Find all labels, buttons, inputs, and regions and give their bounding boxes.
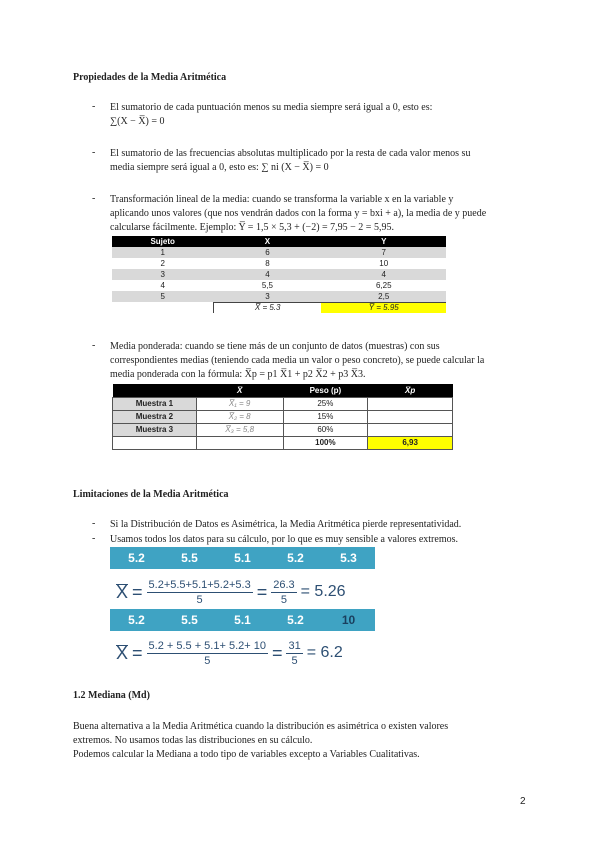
value-cell: 5.5 [181,613,198,627]
weighted-mean-table [112,384,453,450]
table-footer-row [113,436,453,449]
bullet-text: Transformación lineal de la media: cuando se transforma la variable x en la variable y [110,194,454,205]
table-cell: 4 [213,269,321,280]
fraction [147,640,268,667]
col-header-blank [113,384,197,397]
paragraph-line: Podemos calcular la Mediana a todo tipo de variables excepto a Variables Cualitativas. [73,749,420,760]
sample-label: Muestra 3 [113,423,197,436]
table-cell: 6,25 [375,281,392,290]
equals-sign: = [271,642,283,663]
table-row [113,397,453,410]
sample-label: Muestra 2 [113,410,197,423]
value-cell: 5.2 [128,551,145,565]
table-cell [368,410,453,423]
denominator: 5 [291,654,298,667]
bullet-text: Si la Distribución de Datos es Asimétrica, la Media Aritmética pierde representatividad. [110,519,462,530]
table-cell: 2 [160,259,165,268]
table-row [113,423,453,436]
table-cell: 5 [112,291,213,302]
bullet-text: Media ponderada: cuando se tiene más de un conjunto de datos (muestras) con sus [110,341,440,352]
bullet-dash: - [92,518,96,529]
paragraph-line: extremos. No usamos todas las distribuciones en su cálculo. [73,735,313,746]
bullet-dash: - [92,533,96,544]
sample-label: Muestra 1 [113,397,197,410]
bullet-dash: - [92,147,96,158]
col-header-mean: X̅ [196,384,283,397]
fraction [286,640,302,667]
table-row [113,410,453,423]
table-cell: 5,5 [261,281,273,290]
example2-formula [116,636,343,670]
table-row [112,280,446,291]
mean-symbol: X [116,642,129,663]
table-cell: X̅₃ = 5,8 [196,423,283,436]
result: = 6.2 [306,644,343,661]
bullet-formula: ∑(X − X̅) = 0 [110,116,165,127]
numerator: 31 [288,639,301,652]
weighted-mean-result: 6,93 [368,436,453,449]
bullet-text: calcularse fácilmente. Ejemplo: Y̅ = 1,5 × 5,3 + (−2) = 7,95 − 2 = 5,95. [110,222,394,233]
bullet-text: Usamos todos los datos para su cálculo, por lo que es muy sensible a valores extremos. [110,534,458,545]
table-row [112,269,446,280]
table-header-row [112,236,446,247]
value-cell: 5.2 [128,613,145,627]
table-cell: 3 [213,291,321,302]
example1-values-band [110,547,375,569]
table-cell: X̅₁ = 9 [196,397,283,410]
equals-sign: = [132,581,143,602]
col-header-peso: Peso (p) [283,384,368,397]
table-cell [196,436,283,449]
col-header-xp: X̅p [368,384,453,397]
transform-table [112,236,446,313]
total-weight-cell: 100% [283,436,368,449]
table-cell [368,397,453,410]
table-cell: 15% [283,410,368,423]
table-cell: 1 [112,247,213,258]
table-header-row [113,384,453,397]
col-header-y: Y [321,236,446,247]
table-cell: 2,5 [321,291,446,302]
section-heading-propiedades: Propiedades de la Media Aritmética [73,72,227,83]
value-cell: 5.3 [340,551,357,565]
fraction [147,579,253,606]
numerator: 5.2+5.5+5.1+5.2+5.3 [148,578,251,591]
paragraph-line: Buena alternativa a la Media Aritmética cuando la distribución es asimétrica o existen valores [73,721,449,732]
table-cell: 10 [379,259,389,268]
table-cell: 4 [160,281,165,290]
numerator: 5.2 + 5.5 + 5.1+ 5.2+ 10 [148,639,266,652]
bullet-text: El sumatorio de cada puntuación menos su media siempre será igual a 0, esto es: [110,102,433,113]
bullet-text: media siempre será igual a 0, esto es: ∑ ni (X − X̅) = 0 [110,162,329,173]
mean-symbol: X [116,581,129,602]
table-cell [368,423,453,436]
table-cell [113,436,197,449]
table-cell: 25% [283,397,368,410]
table-cell: 4 [321,269,446,280]
example2-values-band [110,609,375,631]
section-heading-mediana: 1.2 Mediana (Md) [73,690,150,701]
table-cell: 8 [265,259,270,268]
denominator: 5 [196,593,203,606]
table-row [112,291,446,302]
table-cell: 7 [321,247,446,258]
value-cell: 5.1 [234,551,251,565]
table-cell: 60% [283,423,368,436]
bullet-dash: - [92,193,96,204]
table-cell: 6 [213,247,321,258]
table-cell: 3 [112,269,213,280]
bullet-dash: - [92,101,96,112]
denominator: 5 [204,654,211,667]
value-cell: 5.2 [287,551,304,565]
bullet-dash: - [92,340,96,351]
table-row [112,258,446,269]
bullet-text: media ponderada con la fórmula: X̅p = p1 X̅1 + p2 X̅2 + p3 X̅3. [110,369,366,380]
col-header-x: X [213,236,321,247]
example1-formula [116,575,346,609]
table-cell: X̅₂ = 8 [196,410,283,423]
equals-sign: = [132,642,143,663]
value-cell: 5.1 [234,613,251,627]
bullet-text: aplicando unos valores (que nos vendrán dados con la forma y = bxi + a), la media de y puede [110,208,487,219]
fraction [271,579,296,606]
bullet-text: El sumatorio de las frecuencias absolutas multiplicado por la resta de cada valor menos su [110,148,471,159]
value-cell: 5.5 [181,551,198,565]
table-row [112,247,446,258]
page-number: 2 [520,796,526,807]
denominator: 5 [280,593,287,606]
equals-sign: = [256,581,268,602]
value-cell: 5.2 [287,613,304,627]
col-header-sujeto: Sujeto [112,236,213,247]
table-footer-row [112,302,446,313]
section-heading-limitaciones: Limitaciones de la Media Aritmética [73,489,229,500]
result: = 5.26 [300,583,346,600]
mean-x-cell: X̅ = 5.3 [213,302,321,313]
mean-y-cell: Y̅ = 5.95 [321,302,446,313]
numerator: 26.3 [273,578,295,591]
bullet-text: correspondientes medias (teniendo cada media un valor o peso concreto), se puede calcular la [110,355,485,366]
table-cell [112,302,213,313]
extreme-value-cell: 10 [341,613,356,627]
